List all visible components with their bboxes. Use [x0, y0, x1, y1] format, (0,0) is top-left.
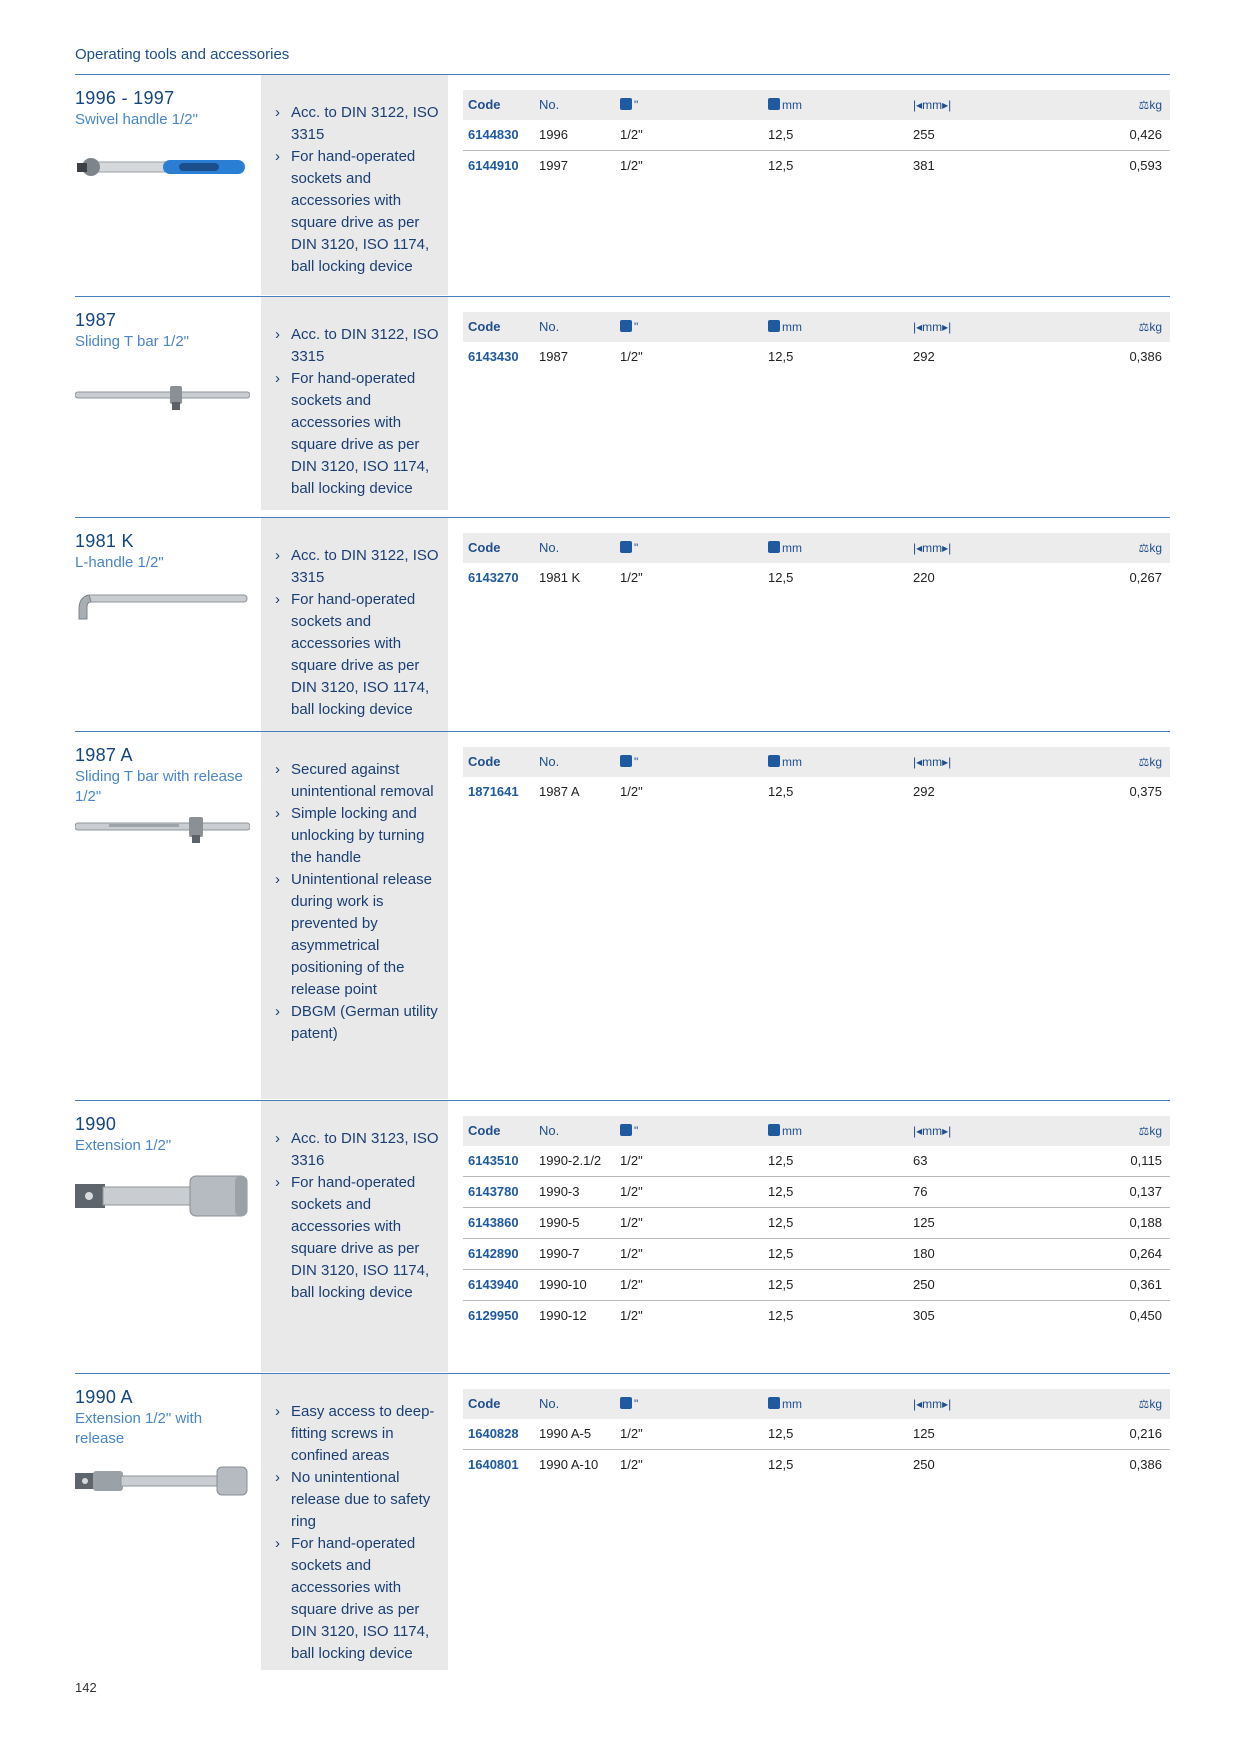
chevron-right-icon: › — [275, 1535, 280, 1552]
drive-mm-cell: 12,5 — [768, 1215, 794, 1230]
table-row — [463, 120, 1170, 151]
chevron-right-icon: › — [275, 326, 280, 343]
scale-icon: ⚖ — [1138, 541, 1150, 555]
square-drive-icon — [620, 1124, 632, 1136]
article-no-cell: 1990 A-10 — [539, 1457, 599, 1472]
product-name: L-handle 1/2" — [75, 554, 164, 571]
scale-icon: ⚖ — [1138, 1397, 1150, 1411]
article-no-cell: 1987 — [539, 349, 568, 364]
code-cell: 6142890 — [468, 1246, 519, 1261]
code-cell: 6129950 — [468, 1308, 519, 1323]
feature-item — [275, 803, 445, 869]
article-no-cell: 1990-5 — [539, 1215, 580, 1230]
feature-text: Acc. to DIN 3122, ISO 3315 — [291, 326, 439, 365]
length-cell: 125 — [913, 1426, 935, 1441]
weight-header: ⚖kg — [1138, 320, 1162, 334]
weight-header: ⚖kg — [1138, 541, 1162, 555]
square-drive-icon — [768, 1397, 780, 1409]
length-cell: 180 — [913, 1246, 935, 1261]
page-number: 142 — [75, 1680, 97, 1695]
code-header: Code — [468, 1396, 501, 1411]
square-drive-icon — [768, 98, 780, 110]
weight-header: ⚖kg — [1138, 1397, 1162, 1411]
code-cell: 6143780 — [468, 1184, 519, 1199]
drive-mm-cell: 12,5 — [768, 158, 794, 173]
square-drive-icon — [620, 320, 632, 332]
length-cell: 292 — [913, 349, 935, 364]
product-number: 1981 K — [75, 531, 134, 551]
tool-image — [75, 585, 250, 630]
drive-inch-cell: 1/2" — [620, 784, 643, 799]
section-divider — [75, 74, 1170, 75]
tool-image — [75, 150, 250, 189]
feature-list — [275, 324, 445, 500]
section-divider — [75, 517, 1170, 518]
product-section — [75, 1100, 1170, 1372]
no-header: No. — [539, 97, 560, 112]
table-row — [463, 563, 1170, 593]
drive-mm-header: mm — [768, 1116, 802, 1146]
weight-cell: 0,375 — [1129, 784, 1162, 799]
drive-mm-cell: 12,5 — [768, 1184, 794, 1199]
product-name: Sliding T bar with release 1/2" — [75, 768, 243, 805]
article-no-cell: 1990-7 — [539, 1246, 580, 1261]
square-drive-icon — [768, 320, 780, 332]
drive-inch-header: " — [620, 1389, 638, 1419]
feature-list — [275, 1128, 445, 1304]
code-cell: 6143860 — [468, 1215, 519, 1230]
feature-text: Secured against unintentional removal — [291, 761, 434, 800]
length-arrow-icon: |◂ — [913, 541, 923, 555]
chevron-right-icon: › — [275, 871, 280, 888]
drive-inch-cell: 1/2" — [620, 570, 643, 585]
length-header: |◂mm▸| — [913, 541, 952, 555]
weight-cell: 0,386 — [1129, 1457, 1162, 1472]
feature-text: For hand-operated sockets and accessories with square drive as per DIN 3120, ISO 1174, ball locking device — [291, 148, 430, 275]
code-cell: 1640828 — [468, 1426, 519, 1441]
table-row — [463, 777, 1170, 807]
table-row — [463, 1239, 1170, 1270]
drive-mm-cell: 12,5 — [768, 349, 794, 364]
chevron-right-icon: › — [275, 370, 280, 387]
chevron-right-icon: › — [275, 591, 280, 608]
drive-mm-cell: 12,5 — [768, 1153, 794, 1168]
length-cell: 250 — [913, 1457, 935, 1472]
product-section — [75, 1373, 1170, 1670]
feature-text: For hand-operated sockets and accessories with square drive as per DIN 3120, ISO 1174, ball locking device — [291, 1535, 430, 1662]
tool-image — [75, 1170, 250, 1225]
length-cell: 125 — [913, 1215, 935, 1230]
weight-header: ⚖kg — [1138, 755, 1162, 769]
product-section — [75, 517, 1170, 739]
feature-item — [275, 102, 445, 146]
tool-image — [75, 1461, 250, 1506]
length-cell: 76 — [913, 1184, 928, 1199]
table-row — [463, 1450, 1170, 1480]
table-header — [463, 747, 1170, 777]
table-row — [463, 1301, 1170, 1331]
feature-text: Acc. to DIN 3123, ISO 3316 — [291, 1130, 439, 1169]
feature-item — [275, 368, 445, 500]
article-no-cell: 1997 — [539, 158, 568, 173]
section-divider — [75, 1100, 1170, 1101]
spec-table — [463, 1116, 1170, 1331]
feature-list — [275, 102, 445, 278]
drive-inch-cell: 1/2" — [620, 127, 643, 142]
code-cell: 6143430 — [468, 349, 519, 364]
length-arrow-icon: |◂ — [913, 1397, 923, 1411]
table-row — [463, 151, 1170, 181]
tool-image — [75, 380, 250, 419]
table-row — [463, 1419, 1170, 1450]
product-number: 1987 — [75, 310, 117, 330]
drive-inch-cell: 1/2" — [620, 1184, 643, 1199]
length-cell: 220 — [913, 570, 935, 585]
length-arrow-icon: |◂ — [913, 755, 923, 769]
feature-text: DBGM (German utility patent) — [291, 1003, 438, 1042]
drive-mm-header: mm — [768, 1389, 802, 1419]
section-divider — [75, 296, 1170, 297]
feature-item — [275, 1401, 445, 1467]
drive-inch-header: " — [620, 90, 638, 120]
drive-mm-header: mm — [768, 533, 802, 563]
scale-icon: ⚖ — [1138, 98, 1150, 112]
drive-inch-header: " — [620, 747, 638, 777]
length-header: |◂mm▸| — [913, 98, 952, 112]
feature-item — [275, 1467, 445, 1533]
square-drive-icon — [620, 541, 632, 553]
code-cell: 6143940 — [468, 1277, 519, 1292]
square-drive-icon — [620, 1397, 632, 1409]
feature-list — [275, 1401, 445, 1665]
drive-inch-cell: 1/2" — [620, 1308, 643, 1323]
chevron-right-icon: › — [275, 1469, 280, 1486]
feature-list — [275, 759, 445, 1045]
length-cell: 250 — [913, 1277, 935, 1292]
drive-inch-cell: 1/2" — [620, 1246, 643, 1261]
feature-item — [275, 1001, 445, 1045]
table-row — [463, 1177, 1170, 1208]
product-number: 1987 A — [75, 745, 133, 765]
no-header: No. — [539, 1123, 560, 1138]
product-name: Extension 1/2" with release — [75, 1410, 203, 1447]
weight-cell: 0,386 — [1129, 349, 1162, 364]
code-header: Code — [468, 97, 501, 112]
table-header — [463, 533, 1170, 563]
no-header: No. — [539, 319, 560, 334]
article-no-cell: 1990-10 — [539, 1277, 587, 1292]
drive-mm-cell: 12,5 — [768, 1246, 794, 1261]
length-header: |◂mm▸| — [913, 320, 952, 334]
feature-item — [275, 759, 445, 803]
chevron-right-icon: › — [275, 547, 280, 564]
code-header: Code — [468, 1123, 501, 1138]
page-header: Operating tools and accessories — [75, 46, 290, 63]
square-drive-icon — [768, 1124, 780, 1136]
weight-cell: 0,593 — [1129, 158, 1162, 173]
length-header: |◂mm▸| — [913, 1124, 952, 1138]
code-cell: 6144830 — [468, 127, 519, 142]
no-header: No. — [539, 1396, 560, 1411]
weight-cell: 0,426 — [1129, 127, 1162, 142]
table-row — [463, 1208, 1170, 1239]
article-no-cell: 1996 — [539, 127, 568, 142]
drive-inch-cell: 1/2" — [620, 349, 643, 364]
code-cell: 1640801 — [468, 1457, 519, 1472]
drive-inch-header: " — [620, 533, 638, 563]
tool-image — [75, 813, 250, 852]
drive-inch-cell: 1/2" — [620, 1426, 643, 1441]
product-name: Swivel handle 1/2" — [75, 111, 198, 128]
table-row — [463, 342, 1170, 372]
feature-text: Easy access to deep-fitting screws in confined areas — [291, 1403, 435, 1464]
feature-item — [275, 1533, 445, 1665]
code-cell: 6143510 — [468, 1153, 519, 1168]
feature-item — [275, 1128, 445, 1172]
feature-item — [275, 589, 445, 721]
scale-icon: ⚖ — [1138, 755, 1150, 769]
length-cell: 305 — [913, 1308, 935, 1323]
product-number: 1996 - 1997 — [75, 88, 175, 108]
code-cell: 6144910 — [468, 158, 519, 173]
feature-text: Acc. to DIN 3122, ISO 3315 — [291, 547, 439, 586]
code-cell: 6143270 — [468, 570, 519, 585]
table-header — [463, 1116, 1170, 1146]
feature-item — [275, 324, 445, 368]
no-header: No. — [539, 754, 560, 769]
drive-mm-cell: 12,5 — [768, 1457, 794, 1472]
product-section — [75, 74, 1170, 295]
drive-mm-header: mm — [768, 312, 802, 342]
length-header: |◂mm▸| — [913, 755, 952, 769]
code-header: Code — [468, 540, 501, 555]
code-header: Code — [468, 754, 501, 769]
drive-mm-cell: 12,5 — [768, 570, 794, 585]
square-drive-icon — [620, 98, 632, 110]
article-no-cell: 1981 K — [539, 570, 581, 585]
chevron-right-icon: › — [275, 1403, 280, 1420]
scale-icon: ⚖ — [1138, 1124, 1150, 1138]
table-row — [463, 1146, 1170, 1177]
feature-item — [275, 869, 445, 1001]
square-drive-icon — [768, 541, 780, 553]
drive-inch-header: " — [620, 312, 638, 342]
drive-mm-cell: 12,5 — [768, 1308, 794, 1323]
product-number: 1990 — [75, 1114, 117, 1134]
square-drive-icon — [768, 755, 780, 767]
chevron-right-icon: › — [275, 761, 280, 778]
article-no-cell: 1990-12 — [539, 1308, 587, 1323]
drive-inch-cell: 1/2" — [620, 1277, 643, 1292]
weight-cell: 0,188 — [1129, 1215, 1162, 1230]
drive-inch-cell: 1/2" — [620, 1457, 643, 1472]
weight-cell: 0,267 — [1129, 570, 1162, 585]
section-divider — [75, 1373, 1170, 1374]
weight-cell: 0,450 — [1129, 1308, 1162, 1323]
scale-icon: ⚖ — [1138, 320, 1150, 334]
code-header: Code — [468, 319, 501, 334]
article-no-cell: 1990-2.1/2 — [539, 1153, 602, 1168]
spec-table — [463, 90, 1170, 181]
feature-text: For hand-operated sockets and accessories with square drive as per DIN 3120, ISO 1174, ball locking device — [291, 370, 430, 497]
length-cell: 292 — [913, 784, 935, 799]
weight-header: ⚖kg — [1138, 98, 1162, 112]
spec-table — [463, 312, 1170, 372]
product-number: 1990 A — [75, 1387, 133, 1407]
product-section — [75, 296, 1170, 510]
chevron-right-icon: › — [275, 805, 280, 822]
length-cell: 255 — [913, 127, 935, 142]
weight-cell: 0,264 — [1129, 1246, 1162, 1261]
feature-item — [275, 1172, 445, 1304]
chevron-right-icon: › — [275, 148, 280, 165]
weight-cell: 0,137 — [1129, 1184, 1162, 1199]
feature-text: For hand-operated sockets and accessories with square drive as per DIN 3120, ISO 1174, ball locking device — [291, 591, 430, 718]
product-section — [75, 731, 1170, 1099]
feature-text: Unintentional release during work is prevented by asymmetrical positioning of the release point — [291, 871, 432, 998]
spec-table — [463, 533, 1170, 593]
feature-text: For hand-operated sockets and accessories with square drive as per DIN 3120, ISO 1174, ball locking device — [291, 1174, 430, 1301]
length-arrow-icon: |◂ — [913, 98, 923, 112]
table-row — [463, 1270, 1170, 1301]
chevron-right-icon: › — [275, 1003, 280, 1020]
feature-item — [275, 146, 445, 278]
product-name: Sliding T bar 1/2" — [75, 333, 190, 350]
article-no-cell: 1990 A-5 — [539, 1426, 592, 1441]
feature-item — [275, 545, 445, 589]
product-name: Extension 1/2" — [75, 1137, 172, 1154]
drive-inch-cell: 1/2" — [620, 1215, 643, 1230]
drive-mm-cell: 12,5 — [768, 127, 794, 142]
weight-header: ⚖kg — [1138, 1124, 1162, 1138]
drive-mm-cell: 12,5 — [768, 1426, 794, 1441]
length-cell: 63 — [913, 1153, 928, 1168]
chevron-right-icon: › — [275, 104, 280, 121]
no-header: No. — [539, 540, 560, 555]
drive-mm-header: mm — [768, 90, 802, 120]
feature-list — [275, 545, 445, 721]
length-arrow-icon: |◂ — [913, 320, 923, 334]
weight-cell: 0,361 — [1129, 1277, 1162, 1292]
feature-text: Simple locking and unlocking by turning the handle — [291, 805, 425, 866]
drive-mm-cell: 12,5 — [768, 784, 794, 799]
drive-mm-header: mm — [768, 747, 802, 777]
length-header: |◂mm▸| — [913, 1397, 952, 1411]
feature-text: Acc. to DIN 3122, ISO 3315 — [291, 104, 439, 143]
drive-inch-cell: 1/2" — [620, 1153, 643, 1168]
drive-inch-cell: 1/2" — [620, 158, 643, 173]
table-header — [463, 312, 1170, 342]
length-arrow-icon: |◂ — [913, 1124, 923, 1138]
spec-table — [463, 1389, 1170, 1480]
feature-text: No unintentional release due to safety ring — [291, 1469, 431, 1530]
length-cell: 381 — [913, 158, 935, 173]
drive-mm-cell: 12,5 — [768, 1277, 794, 1292]
square-drive-icon — [620, 755, 632, 767]
weight-cell: 0,115 — [1130, 1153, 1162, 1168]
weight-cell: 0,216 — [1129, 1426, 1162, 1441]
article-no-cell: 1987 A — [539, 784, 580, 799]
drive-inch-header: " — [620, 1116, 638, 1146]
chevron-right-icon: › — [275, 1130, 280, 1147]
section-divider — [75, 731, 1170, 732]
table-header — [463, 90, 1170, 120]
article-no-cell: 1990-3 — [539, 1184, 580, 1199]
spec-table — [463, 747, 1170, 807]
code-cell: 1871641 — [468, 784, 519, 799]
table-header — [463, 1389, 1170, 1419]
chevron-right-icon: › — [275, 1174, 280, 1191]
